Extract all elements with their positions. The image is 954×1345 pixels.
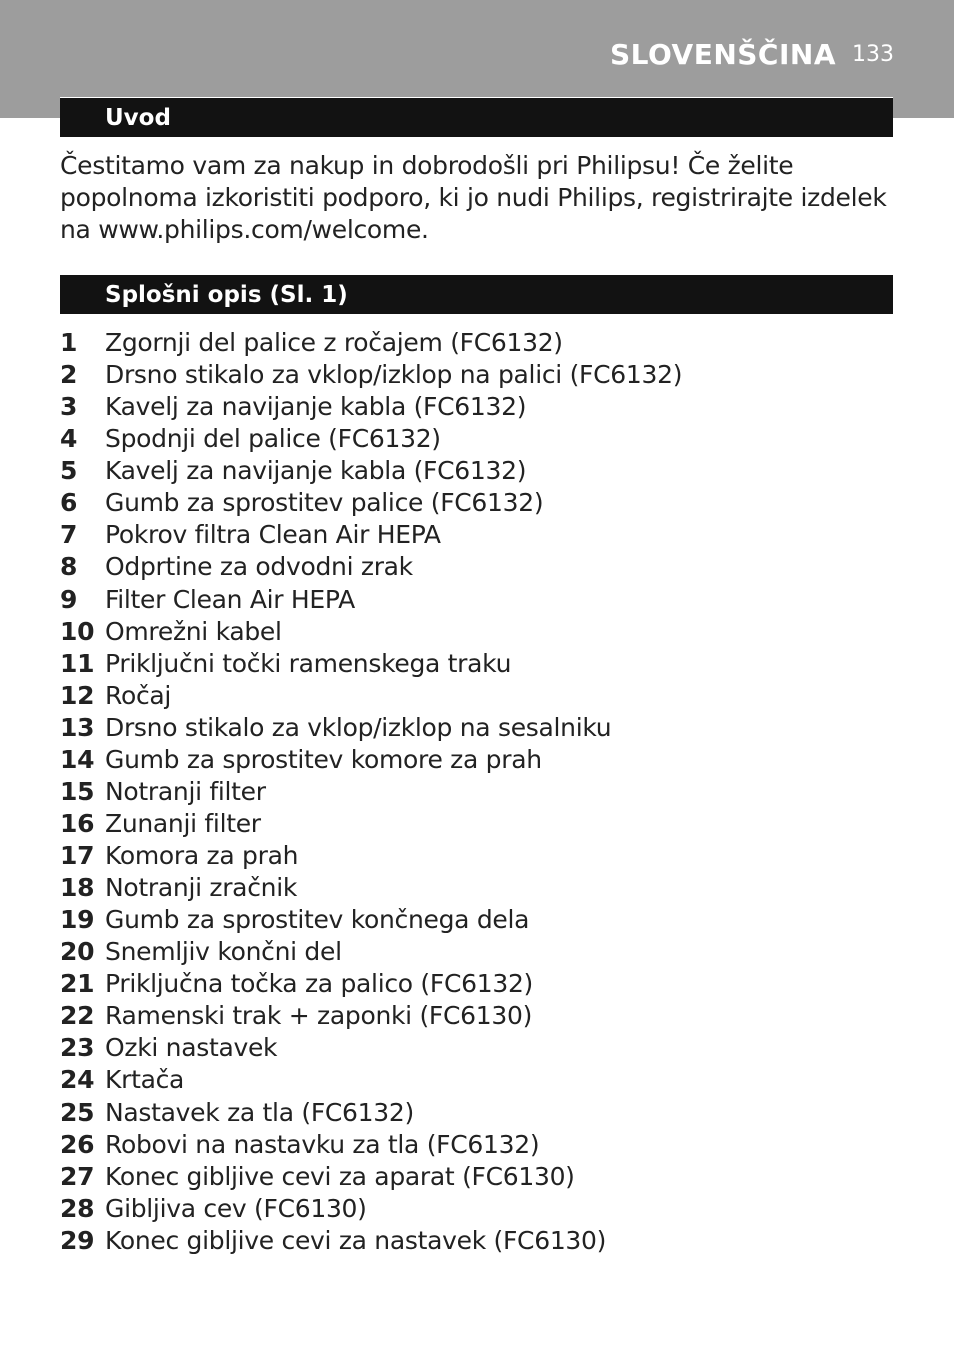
list-item [60,872,900,904]
list-item-number: 19 [60,905,95,935]
list-item-number: 9 [60,584,78,614]
list-item-number: 2 [60,360,78,390]
list-item-number: 1 [60,328,78,357]
list-item-label: Robovi na nastavku za tla (FC6132) [105,1129,540,1159]
parts-list [60,327,900,1257]
list-item [60,391,900,423]
language-title: SLOVENŠČINA [609,37,836,71]
list-item-label: Zunanji filter [105,808,261,838]
list-item [60,936,900,968]
list-item-number: 22 [60,1001,95,1031]
list-item-number: 29 [60,1225,95,1255]
list-item-number: 17 [60,841,95,870]
list-item-number: 8 [60,552,78,582]
list-item-label: Konec gibljive cevi za nastavek (FC6130) [105,1225,607,1255]
list-item [60,712,900,744]
list-item [60,616,900,648]
list-item-number: 15 [60,776,95,806]
list-item [60,359,900,391]
list-item-number: 24 [60,1065,95,1095]
list-item-label: Odprtine za odvodni zrak [105,552,413,582]
list-item-label: Gumb za sprostitev palice (FC6132) [105,488,544,518]
list-item-number: 27 [60,1161,95,1191]
list-item-number: 12 [60,680,95,710]
list-item [60,1225,900,1257]
list-item [60,904,900,936]
list-item [60,584,900,616]
list-item [60,487,900,519]
list-item [60,423,900,455]
list-item-label: Krtača [105,1065,185,1095]
list-item-label: Konec gibljive cevi za aparat (FC6130) [105,1161,575,1191]
list-item-label: Kavelj za navijanje kabla (FC6132) [105,392,527,422]
list-item-label: Notranji zračnik [105,873,298,903]
list-item-label: Gumb za sprostitev končnega dela [105,905,530,935]
list-item [60,327,900,359]
list-item [60,1064,900,1096]
list-item [60,519,900,551]
list-item-label: Ramenski trak + zaponki (FC6130) [105,1001,533,1031]
list-item [60,776,900,808]
page-number: 133 [852,41,894,67]
intro-paragraph: Čestitamo vam za nakup in dobrodošli pri Philipsu! Če želite popolnoma izkoristiti podporo, ki jo nudi Philips, registrirajte izdelek na www.philips.com/welcome. [60,151,887,244]
list-item-label: Snemljiv končni del [105,937,342,967]
list-item-label: Priključni točki ramenskega traku [105,648,512,678]
list-item-number: 6 [60,488,78,518]
list-item-label: Filter Clean Air HEPA [105,584,355,614]
list-item [60,1161,900,1193]
list-item-number: 4 [60,424,78,454]
list-item-number: 11 [60,648,95,678]
list-item [60,1193,900,1225]
list-item [60,680,900,712]
list-item-number: 26 [60,1129,95,1159]
list-item-number: 13 [60,712,95,742]
list-item-label: Zgornji del palice z ročajem (FC6132) [105,328,563,357]
list-item [60,648,900,680]
list-item-label: Kavelj za navijanje kabla (FC6132) [105,456,527,486]
list-item [60,1032,900,1064]
section-heading-general-description: Splošni opis (Sl. 1) [60,274,893,314]
list-item-number: 10 [60,616,95,646]
list-item [60,968,900,1000]
list-item-label: Pokrov filtra Clean Air HEPA [105,520,441,550]
list-item-label: Ročaj [105,680,172,710]
list-item-label: Nastavek za tla (FC6132) [105,1097,414,1127]
list-item-label: Gumb za sprostitev komore za prah [105,744,542,774]
list-item [60,840,900,872]
list-item [60,1097,900,1129]
list-item-label: Gibljiva cev (FC6130) [105,1193,367,1223]
list-item [60,455,900,487]
list-item-label: Drsno stikalo za vklop/izklop na sesalniku [105,712,612,742]
list-item-label: Drsno stikalo za vklop/izklop na palici (FC6132) [105,360,683,390]
list-item-number: 16 [60,808,95,838]
list-item [60,1000,900,1032]
list-item [60,808,900,840]
list-item-number: 23 [60,1033,95,1063]
list-item-number: 14 [60,744,95,774]
list-item-label: Omrežni kabel [105,616,282,646]
list-item-number: 28 [60,1193,95,1223]
list-item-number: 7 [60,520,78,550]
list-item-number: 20 [60,937,95,967]
list-item-label: Komora za prah [105,841,299,870]
list-item-number: 21 [60,969,95,999]
list-item [60,744,900,776]
list-item-label: Ozki nastavek [105,1033,278,1063]
list-item [60,551,900,583]
list-item-number: 25 [60,1097,95,1127]
list-item-label: Spodnji del palice (FC6132) [105,424,441,454]
list-item-number: 18 [60,873,95,903]
list-item [60,1129,900,1161]
list-item-number: 5 [60,456,78,486]
list-item-label: Notranji filter [105,776,266,806]
section-heading-intro: Uvod [60,97,893,137]
list-item-number: 3 [60,392,78,422]
page-header [610,36,894,72]
list-item-label: Priključna točka za palico (FC6132) [105,969,534,999]
